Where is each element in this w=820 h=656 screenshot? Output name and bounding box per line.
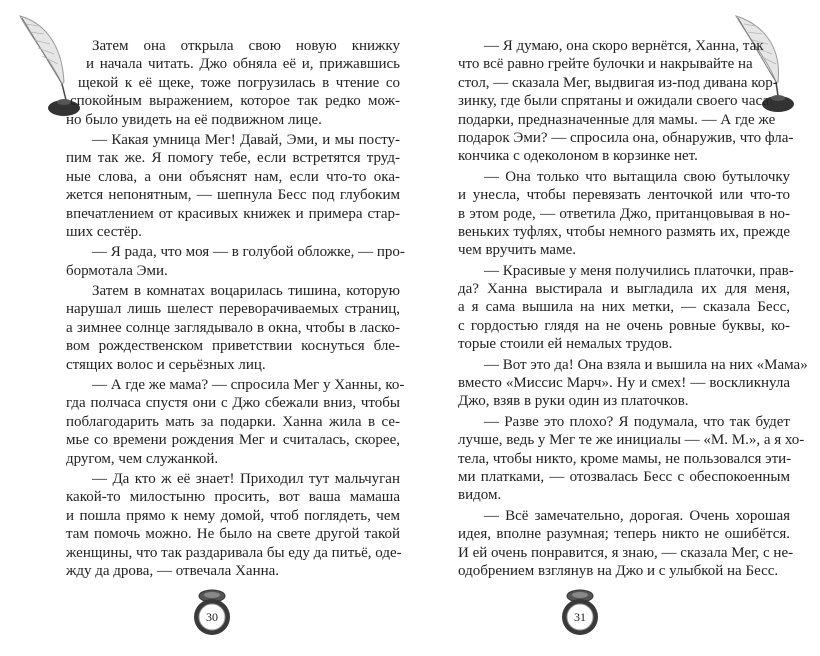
text-line: нарушал лишь шелест переворачиваемых страниц, [66,301,400,318]
text-line: какой-то милостыню просить, вот ваша мамаша [66,489,400,506]
text-line: но было увидеть на её подвижном лице. [66,111,322,128]
page-number: 30 [206,610,218,624]
text-line: с гордостью глядя на не очень ровные буквы, ко- [458,317,790,334]
text-line: мье со времени рождения Мег и считалась, скорее, [66,432,400,449]
text-line: — А где же мама? — спросила Мег у Ханны, ко- [92,377,405,394]
text-line: в этом роде, — ответила Джо, пританцовывая в но- [458,205,790,222]
paragraph [66,131,400,241]
text-line: бормотала Эми. [66,262,168,279]
text-line: Затем в комнатах воцарилась тишина, которую [92,283,400,300]
text-line: ми платками, — отозвалась Бесс с обеспокоенным [458,468,790,485]
text-line: видом. [458,487,502,504]
paragraph [458,356,808,411]
text-line: жду да дрова, — отвечала Ханна. [66,562,280,579]
text-line: И ей очень понравится, я знаю, — сказала Мег, с не- [458,544,794,561]
text-line: — Я думаю, она скоро вернётся, Ханна, так [484,38,764,54]
text-line: женщины, что так раздаривала бы еду да питьё, оде- [66,544,402,561]
paragraph [458,262,794,354]
text-line: — Какая умница Мег! Давай, Эми, и мы посту- [92,131,400,148]
text-line: веньких туфлях, чтобы немного размять их, прежде [458,223,790,240]
text-line: ные слова, а они объяснят нам, если что-то ока- [66,168,400,185]
text-line: а зимнее солнце заглядывало в окна, чтобы в ласко- [66,319,400,336]
text-line: щекой к её щеке, тоже погрузилась в чтение со [78,74,400,91]
text-line: кончика с одеколоном в корзинке нет. [458,148,698,165]
text-line: и пошла прямо к нему домой, чтоб поглядеть, чем [66,507,400,524]
text-line: гда полчаса спустя они с Джо сбежали вниз, чтобы [66,395,400,412]
page-left [66,37,405,582]
paragraph [66,37,400,129]
text-line: подарок Эми? — спросила она, обнаружив, что фла- [458,129,794,146]
paragraph [66,376,405,468]
text-line: подарки, предназначенные для мамы. — А где же [458,111,776,128]
text-line: Затем она открыла свою новую книжку [92,38,400,54]
paragraph [66,470,400,580]
text-line: вом рождественском приветствии коснуться бле- [66,338,400,355]
paragraph [458,413,805,505]
paragraph [458,168,790,260]
text-line: стол, — сказала Мег, выдвигая из-под дивана кор- [458,74,778,91]
paragraph [458,507,794,581]
text-line: пим так же. Я помогу тебе, если встретятся труд- [66,150,400,167]
text-line: зинку, где были спрятаны и ожидали своего часа [458,93,769,110]
page-number-badge [190,588,234,638]
text-line: лучше, ведь у Мег те же инициалы — «М. М.», а я хо- [458,432,805,449]
text-line: и унесла, чтобы перевязать ленточкой или что-то [458,187,790,204]
text-line: — Она только что вытащила свою бутылочку [484,168,790,185]
text-line: идея, вполне разумная; теперь никто не ошибётся. [458,526,790,543]
text-line: и начала читать. Джо обняла её и, прижавшись [86,56,400,73]
text-line: ших сестёр. [66,223,142,240]
page-right [458,37,808,582]
text-line: спокойным выражением, которое так редко мож- [70,93,400,110]
text-line: торые стоили ей немалых трудов. [458,336,673,353]
text-line: чем вручить маме. [458,242,576,259]
page-number: 31 [574,610,586,624]
text-line: — Да кто ж её знает! Приходил тут мальчуган [92,470,400,487]
text-line: — Разве это плохо? Я подумала, что так будет [484,413,790,430]
page-number-badge [558,588,602,638]
text-line: вместо «Миссис Марч». Ну и смех! — воскликнула [458,375,790,392]
paragraph [66,282,400,374]
text-line: одобрением взглянув на Джо и с улыбкой на Бесс. [458,562,779,579]
text-line: там помочь можно. Не было на свете другой такой [66,526,400,543]
paragraph [66,243,405,280]
paragraph [458,37,794,166]
text-line: стящих волос и серьёзных лиц. [66,356,266,373]
text-line: — Я рада, что моя — в голубой обложке, — про- [92,244,405,261]
text-line: — Вот это да! Она взяла и вышила на них «Мама» [484,356,808,373]
text-line: тела, чтобы никто, кроме мамы, не пользовался эти- [458,450,792,467]
text-line: другом, чем служанкой. [66,450,219,467]
text-line: да? Ханна выстирала и выгладила их для меня, [458,281,790,298]
text-line: а я сама вышила на них метки, — сказала Бесс, [458,299,790,316]
text-line: — Красивые у меня получились платочки, прав- [484,262,794,279]
text-line: поблагодарить мать за подарки. Ханна жила в се- [66,413,400,430]
text-line: Джо, взяв в руки один из платочков. [458,393,689,410]
text-line: что всё равно грейте булочки и накрывайте на [458,56,753,73]
text-line: — Всё замечательно, дорогая. Очень хорошая [484,507,790,524]
text-line: впечатлением от красивых книжек и примера стар- [66,205,400,222]
text-line: жется непонятным, — шепнула Бесс под глубоким [66,187,400,204]
